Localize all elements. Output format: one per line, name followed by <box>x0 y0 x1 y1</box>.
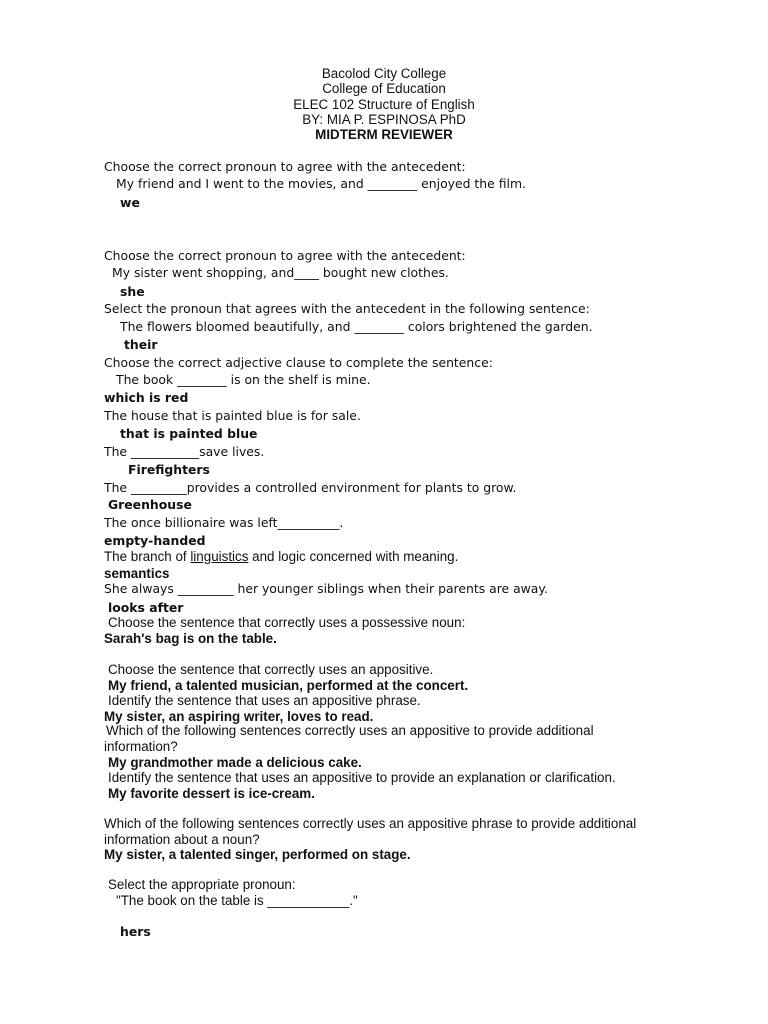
q12-answer: My friend, a talented musician, performed at the concert. <box>108 678 469 693</box>
q8-answer: empty-handed <box>104 533 206 548</box>
q9-answer: semantics <box>104 566 170 581</box>
q17-prompt: Select the appropriate pronoun: <box>108 877 296 892</box>
q7-sentence: The _________provides a controlled environment for plants to grow. <box>104 480 517 495</box>
q2-answer: she <box>120 284 145 299</box>
q14-prompt-line1: Which of the following sentences correctly uses an appositive to provide additional <box>106 723 594 738</box>
department-name: College of Education <box>322 81 446 96</box>
page-title: MIDTERM REVIEWER <box>315 127 453 142</box>
q15-answer: My favorite dessert is ice-cream. <box>108 786 315 801</box>
q16-answer: My sister, a talented singer, performed on stage. <box>104 847 411 862</box>
q17-answer: hers <box>120 924 151 939</box>
q9-sentence-start: The branch of <box>104 549 191 564</box>
q5-sentence: The house that is painted blue is for sale. <box>104 408 361 423</box>
q10-answer: looks after <box>108 600 184 615</box>
q11-prompt: Choose the sentence that correctly uses a possessive noun: <box>108 615 466 630</box>
q2-sentence: My sister went shopping, and____ bought new clothes. <box>112 265 449 280</box>
q4-answer: which is red <box>104 390 189 405</box>
q16-prompt-line2: information about a noun? <box>104 832 260 847</box>
q4-prompt: Choose the correct adjective clause to complete the sentence: <box>104 355 493 370</box>
author-line: BY: MIA P. ESPINOSA PhD <box>302 112 466 127</box>
college-name: Bacolod City College <box>321 66 447 81</box>
q3-answer: their <box>124 337 158 352</box>
q7-answer: Greenhouse <box>108 497 192 512</box>
q1-prompt: Choose the correct pronoun to agree with the antecedent: <box>104 159 466 174</box>
q3-prompt: Select the pronoun that agrees with the antecedent in the following sentence: <box>104 301 590 316</box>
q16-prompt-line1: Which of the following sentences correctly uses an appositive phrase to provide additional <box>104 816 637 831</box>
q9-sentence <box>104 549 458 564</box>
q8-sentence: The once billionaire was left__________. <box>104 515 344 530</box>
q2-prompt: Choose the correct pronoun to agree with the antecedent: <box>104 248 466 263</box>
q12-prompt: Choose the sentence that correctly uses an appositive. <box>108 662 434 677</box>
q9-sentence-end: and logic concerned with meaning. <box>248 549 459 564</box>
q14-answer: My grandmother made a delicious cake. <box>108 755 362 770</box>
q14-prompt-line2: information? <box>104 739 178 754</box>
q5-answer: that is painted blue <box>120 426 258 441</box>
q3-sentence: The flowers bloomed beautifully, and ________ colors brightened the garden. <box>120 319 593 334</box>
q11-answer: Sarah's bag is on the table. <box>104 631 277 646</box>
course-title: ELEC 102 Structure of English <box>293 97 475 112</box>
linguistics-link[interactable]: linguistics <box>190 549 249 564</box>
q1-answer: we <box>120 195 140 210</box>
q6-sentence: The ___________save lives. <box>104 444 265 459</box>
q13-answer: My sister, an aspiring writer, loves to read. <box>104 709 374 724</box>
q17-sentence: "The book on the table is ___________." <box>116 893 358 908</box>
q15-prompt: Identify the sentence that uses an appositive to provide an explanation or clarification. <box>108 770 616 785</box>
q13-prompt: Identify the sentence that uses an appositive phrase. <box>108 693 421 708</box>
q10-sentence: She always _________ her younger siblings when their parents are away. <box>104 581 548 596</box>
q1-sentence: My friend and I went to the movies, and ________ enjoyed the film. <box>116 176 526 191</box>
q6-answer: Firefighters <box>128 462 210 477</box>
q4-sentence: The book ________ is on the shelf is mine. <box>116 372 371 387</box>
